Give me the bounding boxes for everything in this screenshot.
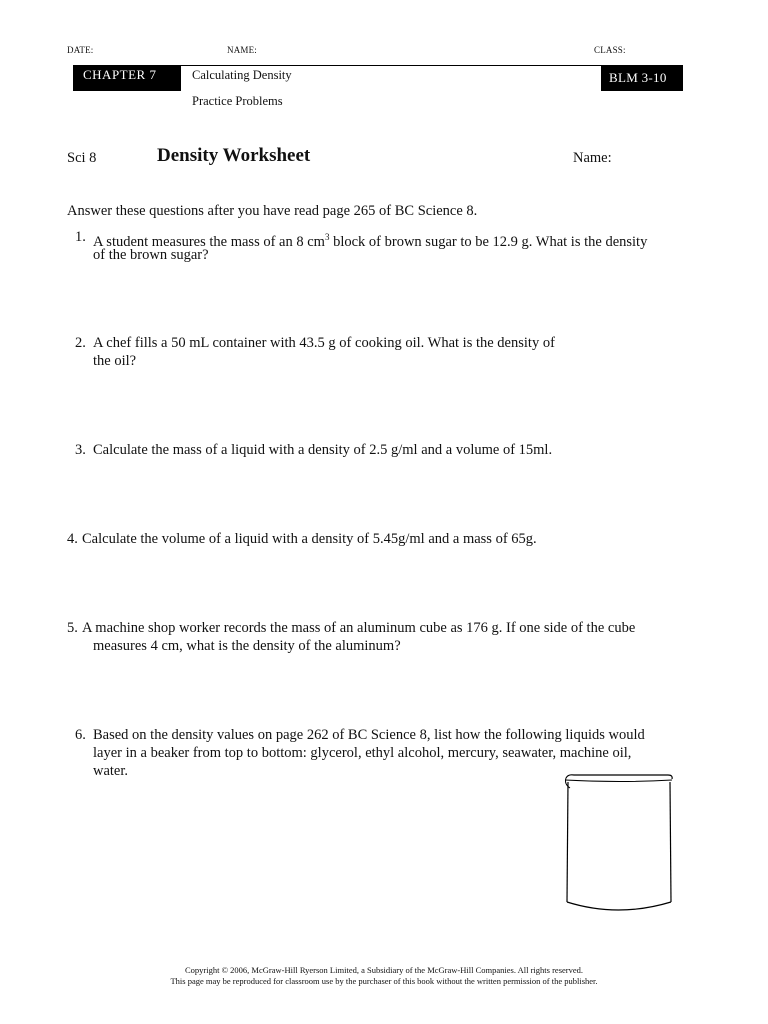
question-number: 5. [67, 620, 78, 636]
topic-title: Calculating Density [192, 68, 292, 82]
question-text: A chef fills a 50 mL container with 43.5 g of cooking oil. What is the density of [93, 335, 555, 351]
copyright-line: Copyright © 2006, McGraw-Hill Ryerson Limited, a Subsidiary of the McGraw-Hill Companies. All rights reserved. [185, 965, 583, 975]
question-number: 4. [67, 531, 78, 547]
question-number: 3. [75, 442, 86, 458]
class-label: CLASS: [594, 45, 626, 55]
beaker-illustration [560, 770, 680, 918]
question-number: 6. [75, 727, 86, 743]
topic-subtitle: Practice Problems [192, 94, 283, 108]
question-text: Based on the density values on page 262 of BC Science 8, list how the following liquids would [93, 727, 645, 743]
page-title: Density Worksheet [157, 145, 311, 166]
question-text-continued: layer in a beaker from top to bottom: glycerol, ethyl alcohol, mercury, seawater, machine oil, [93, 745, 632, 761]
question-text-continued: the oil? [93, 353, 137, 369]
question-text: Calculate the mass of a liquid with a density of 2.5 g/ml and a volume of 15ml. [93, 442, 553, 458]
chapter-badge: CHAPTER 7 [73, 65, 181, 91]
question-number: 1. [75, 229, 86, 245]
question-text-part: A student measures the mass of an 8 cm [93, 233, 325, 250]
reproduction-notice: This page may be reproduced for classroom use by the purchaser of this book without the written permission of the publisher. [170, 976, 598, 986]
superscript: 3 [324, 232, 330, 242]
question-text-part: block of brown sugar to be 12.9 g. What is the density [329, 233, 648, 250]
blm-badge: BLM 3-10 [601, 65, 683, 91]
question-text-continued: water. [93, 763, 129, 779]
student-name-label: Name: [573, 150, 612, 166]
instructions: Answer these questions after you have read page 265 of BC Science 8. [67, 203, 478, 219]
course-label: Sci 8 [67, 150, 97, 166]
question-text-continued: of the brown sugar? [93, 247, 209, 263]
question-text: Calculate the volume of a liquid with a density of 5.45g/ml and a mass of 65g. [82, 531, 537, 547]
question-text-continued: measures 4 cm, what is the density of the aluminum? [93, 638, 401, 654]
question-text: A machine shop worker records the mass of an aluminum cube as 176 g. If one side of the cube [82, 620, 636, 636]
date-label: DATE: [67, 45, 94, 55]
name-label: NAME: [227, 45, 257, 55]
question-number: 2. [75, 335, 86, 351]
